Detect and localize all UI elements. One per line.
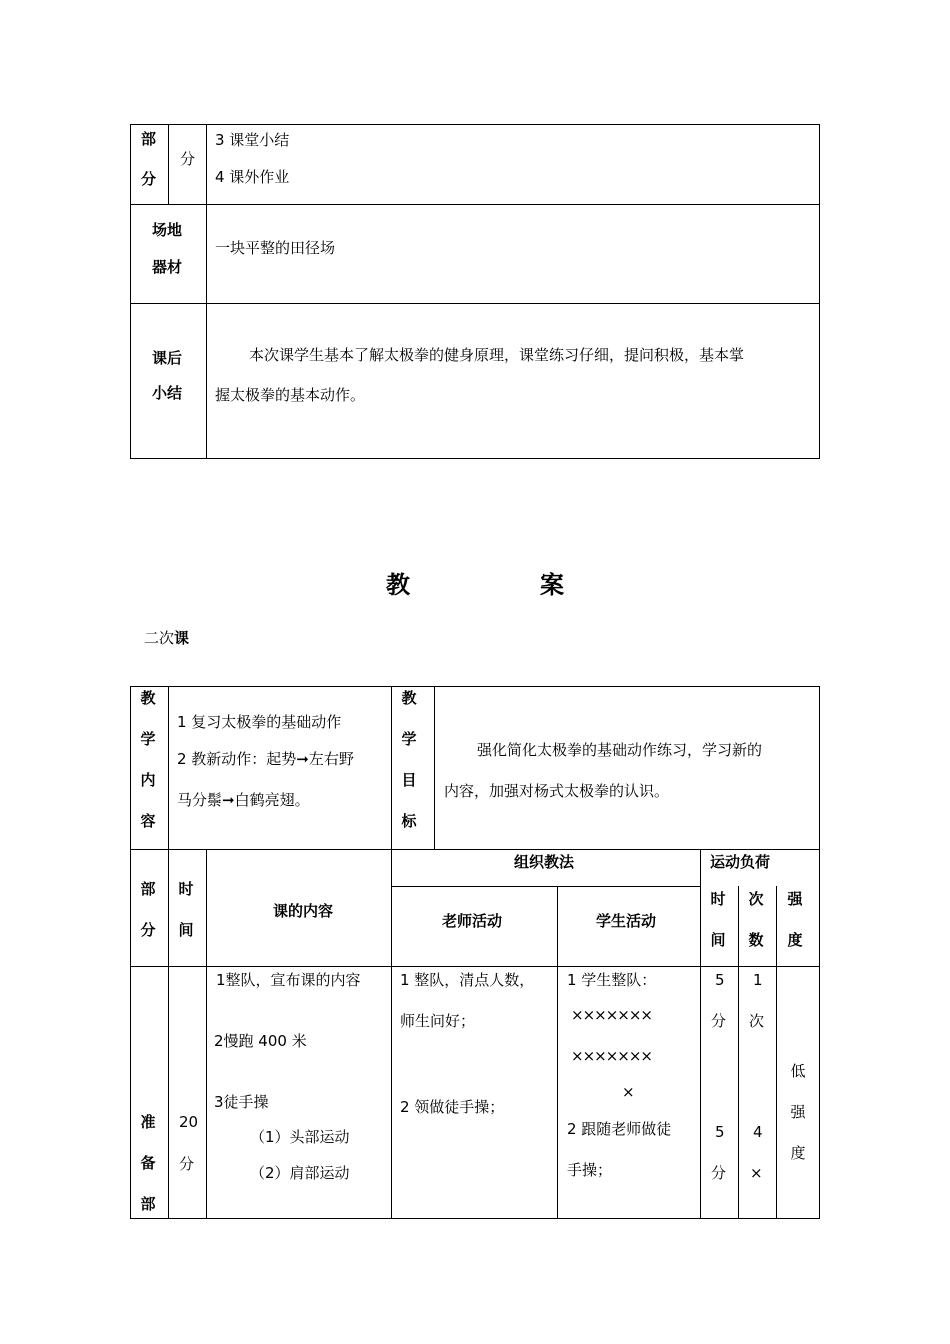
summary-line-1: 本次课学生基本了解太极拳的健身原理，课堂练习仔细，提问积极，基本掌: [249, 346, 745, 364]
content-label: 教 学 内 容: [140, 689, 156, 830]
head-load-count: 次 数: [748, 890, 764, 949]
row-teacher-3: 2 领做徒手操；: [400, 1098, 505, 1116]
head-part: 部 分: [140, 880, 156, 939]
subtitle: [144, 628, 189, 648]
row-teacher-2: 师生问好；: [400, 1012, 476, 1030]
head-load-time: 时 间: [710, 890, 726, 949]
row-load-time-4: 分: [711, 1164, 727, 1182]
row-load-time-3: 5: [715, 1123, 725, 1141]
row-teacher-1: 1 整队，清点人数，: [400, 971, 535, 989]
venue-value: 一块平整的田径场: [215, 239, 336, 257]
venue-label-1: 场地: [152, 221, 183, 239]
goal-line-1: 强化简化太极拳的基础动作练习，学习新的: [477, 741, 763, 759]
page-title-2: 案: [540, 571, 564, 599]
part-label-fen: 分: [180, 150, 196, 168]
row-student-1: 1 学生整队：: [567, 971, 657, 989]
head-content: 课的内容: [273, 902, 334, 920]
row-student-2: ×××××××: [571, 1006, 652, 1024]
row-content-3: 3徒手操: [214, 1093, 269, 1111]
row-content-1: 1整队，宣布课的内容: [216, 971, 361, 989]
content-line-2: 2 教新动作：起势➞左右野: [177, 750, 354, 768]
row-load-count-1: 1: [753, 971, 763, 989]
part-item-2: 4 课外作业: [215, 168, 290, 186]
row-time-2: 分: [179, 1155, 195, 1173]
row-student-6: 手操；: [567, 1161, 613, 1179]
summary-label-1: 课后: [152, 349, 183, 367]
subtitle-bold: 课: [174, 629, 190, 647]
row-load-time-1: 5: [715, 971, 725, 989]
content-line-3: 马分鬃➞白鹤亮翅。: [177, 791, 310, 809]
goal-line-2: 内容，加强对杨式太极拳的认识。: [444, 782, 670, 800]
row-load-int: 低 强 度: [790, 1062, 806, 1162]
summary-line-2: 握太极拳的基本动作。: [215, 386, 366, 404]
row-student-4: ×: [622, 1083, 635, 1101]
head-load-int: 强 度: [787, 890, 803, 949]
page-title-1: 教: [386, 571, 410, 599]
row-content-2: 2慢跑 400 米: [214, 1032, 307, 1050]
row-content-5: （2）肩部运动: [250, 1164, 350, 1182]
head-teacher: 老师活动: [442, 912, 503, 930]
goal-label: 教 学 目 标: [401, 689, 417, 830]
row-load-count-2: 次: [749, 1012, 765, 1030]
row-student-3: ×××××××: [571, 1047, 652, 1065]
row-time-1: 20: [179, 1113, 199, 1131]
subtitle-plain: 二次: [144, 629, 175, 647]
head-student: 学生活动: [596, 912, 657, 930]
summary-label-2: 小结: [152, 384, 183, 402]
content-line-1: 1 复习太极拳的基础动作: [177, 713, 342, 731]
row-load-count-4: ×: [750, 1164, 763, 1182]
row-part: 准 备 部: [140, 1113, 156, 1213]
row-student-5: 2 跟随老师做徒: [567, 1120, 672, 1138]
head-time: 时 间: [178, 880, 194, 939]
head-org: 组织教法: [514, 853, 575, 871]
part-item-1: 3 课堂小结: [215, 131, 290, 149]
row-load-time-2: 分: [711, 1012, 727, 1030]
row-load-count-3: 4: [753, 1123, 763, 1141]
venue-label-2: 器材: [152, 258, 183, 276]
row-content-4: （1）头部运动: [250, 1128, 350, 1146]
part-label-2: 分: [141, 170, 157, 188]
head-load: 运动负荷: [710, 853, 771, 871]
part-label-1: 部: [141, 130, 157, 148]
